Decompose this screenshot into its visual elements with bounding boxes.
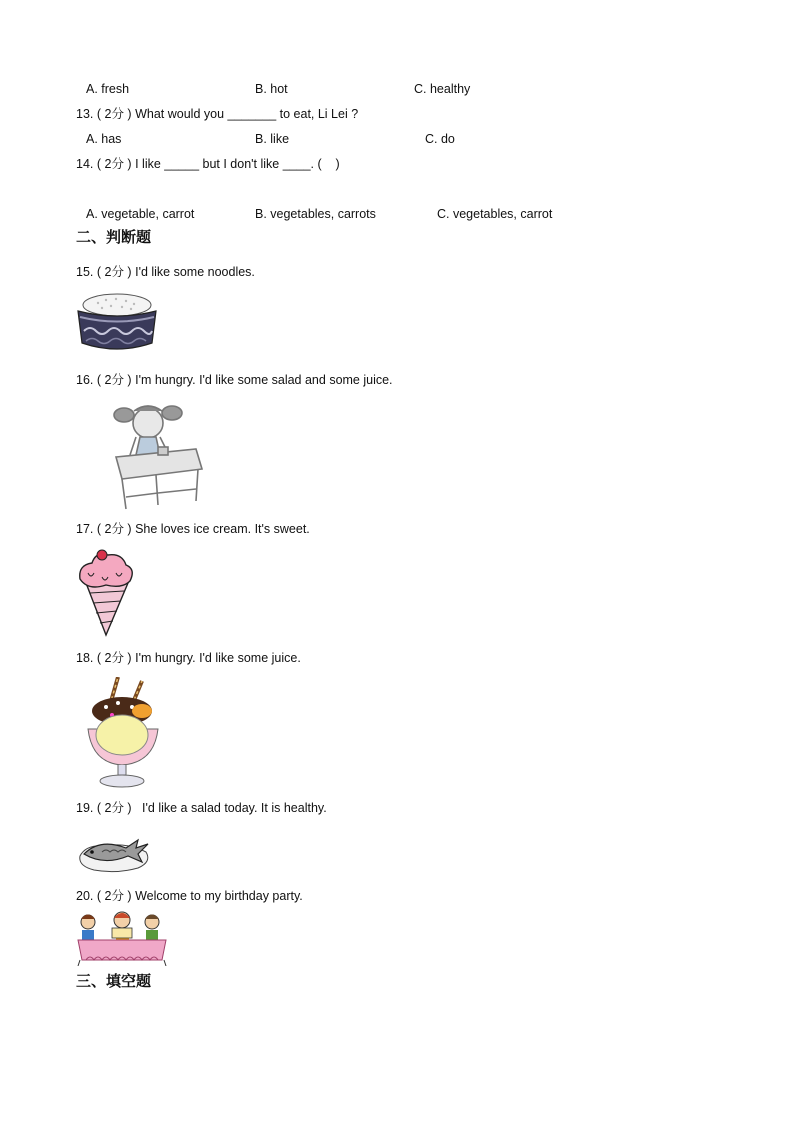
q18-stem [76,650,301,666]
q13-stem [76,106,358,122]
birthday-party-picture [76,910,168,966]
q16-stem [76,372,393,388]
q18-text: I'm hungry. I'd like some juice. [135,651,301,665]
q14-text: I like _____ but I don't like ____. ( ) [135,157,340,171]
section-heading-fill-in: 三、填空题 [76,973,152,990]
q18-score: ( 2分 ) [96,651,132,665]
q16-score: ( 2分 ) [96,373,132,387]
q13-score: ( 2分 ) [96,107,132,121]
q14-option-c: C. vegetables, carrot [437,207,553,221]
q18-number: 18. [76,651,94,665]
q12-option-c: C. healthy [414,82,471,96]
q14-number: 14. [76,157,94,171]
q15-number: 15. [76,265,94,279]
q19-score: ( 2分 ) [96,801,132,815]
q12-option-b: B. hot [255,82,288,96]
q17-text: She loves ice cream. It's sweet. [135,522,310,536]
ice-cream-cone-picture [76,549,136,637]
girl-at-desk-picture [86,397,216,513]
q14-stem [76,156,340,172]
q15-score: ( 2分 ) [96,265,132,279]
q20-number: 20. [76,889,94,903]
section-heading-judgement: 二、判断题 [76,229,152,246]
q14-option-b: B. vegetables, carrots [255,207,376,221]
q20-text: Welcome to my birthday party. [135,889,303,903]
q15-text: I'd like some noodles. [135,265,255,279]
q17-stem [76,521,310,537]
q14-option-a: A. vegetable, carrot [86,207,195,221]
rice-bowl-picture [76,291,158,357]
q13-number: 13. [76,107,94,121]
q13-text: What would you _______ to eat, Li Lei ? [135,107,359,121]
q17-score: ( 2分 ) [96,522,132,536]
q19-number: 19. [76,801,94,815]
q19-stem [76,800,327,816]
q13-option-a: A. has [86,132,122,146]
q16-text: I'm hungry. I'd like some salad and some juice. [135,373,393,387]
q15-stem [76,264,255,280]
q20-score: ( 2分 ) [96,889,132,903]
ice-cream-sundae-picture [84,677,162,789]
fish-on-plate-picture [76,826,154,876]
q17-number: 17. [76,522,94,536]
q13-option-c: C. do [425,132,455,146]
q16-number: 16. [76,373,94,387]
q14-score: ( 2分 ) [96,157,132,171]
q12-option-a: A. fresh [86,82,130,96]
q13-option-b: B. like [255,132,290,146]
q19-text: I'd like a salad today. It is healthy. [142,801,327,815]
q20-stem [76,888,303,904]
